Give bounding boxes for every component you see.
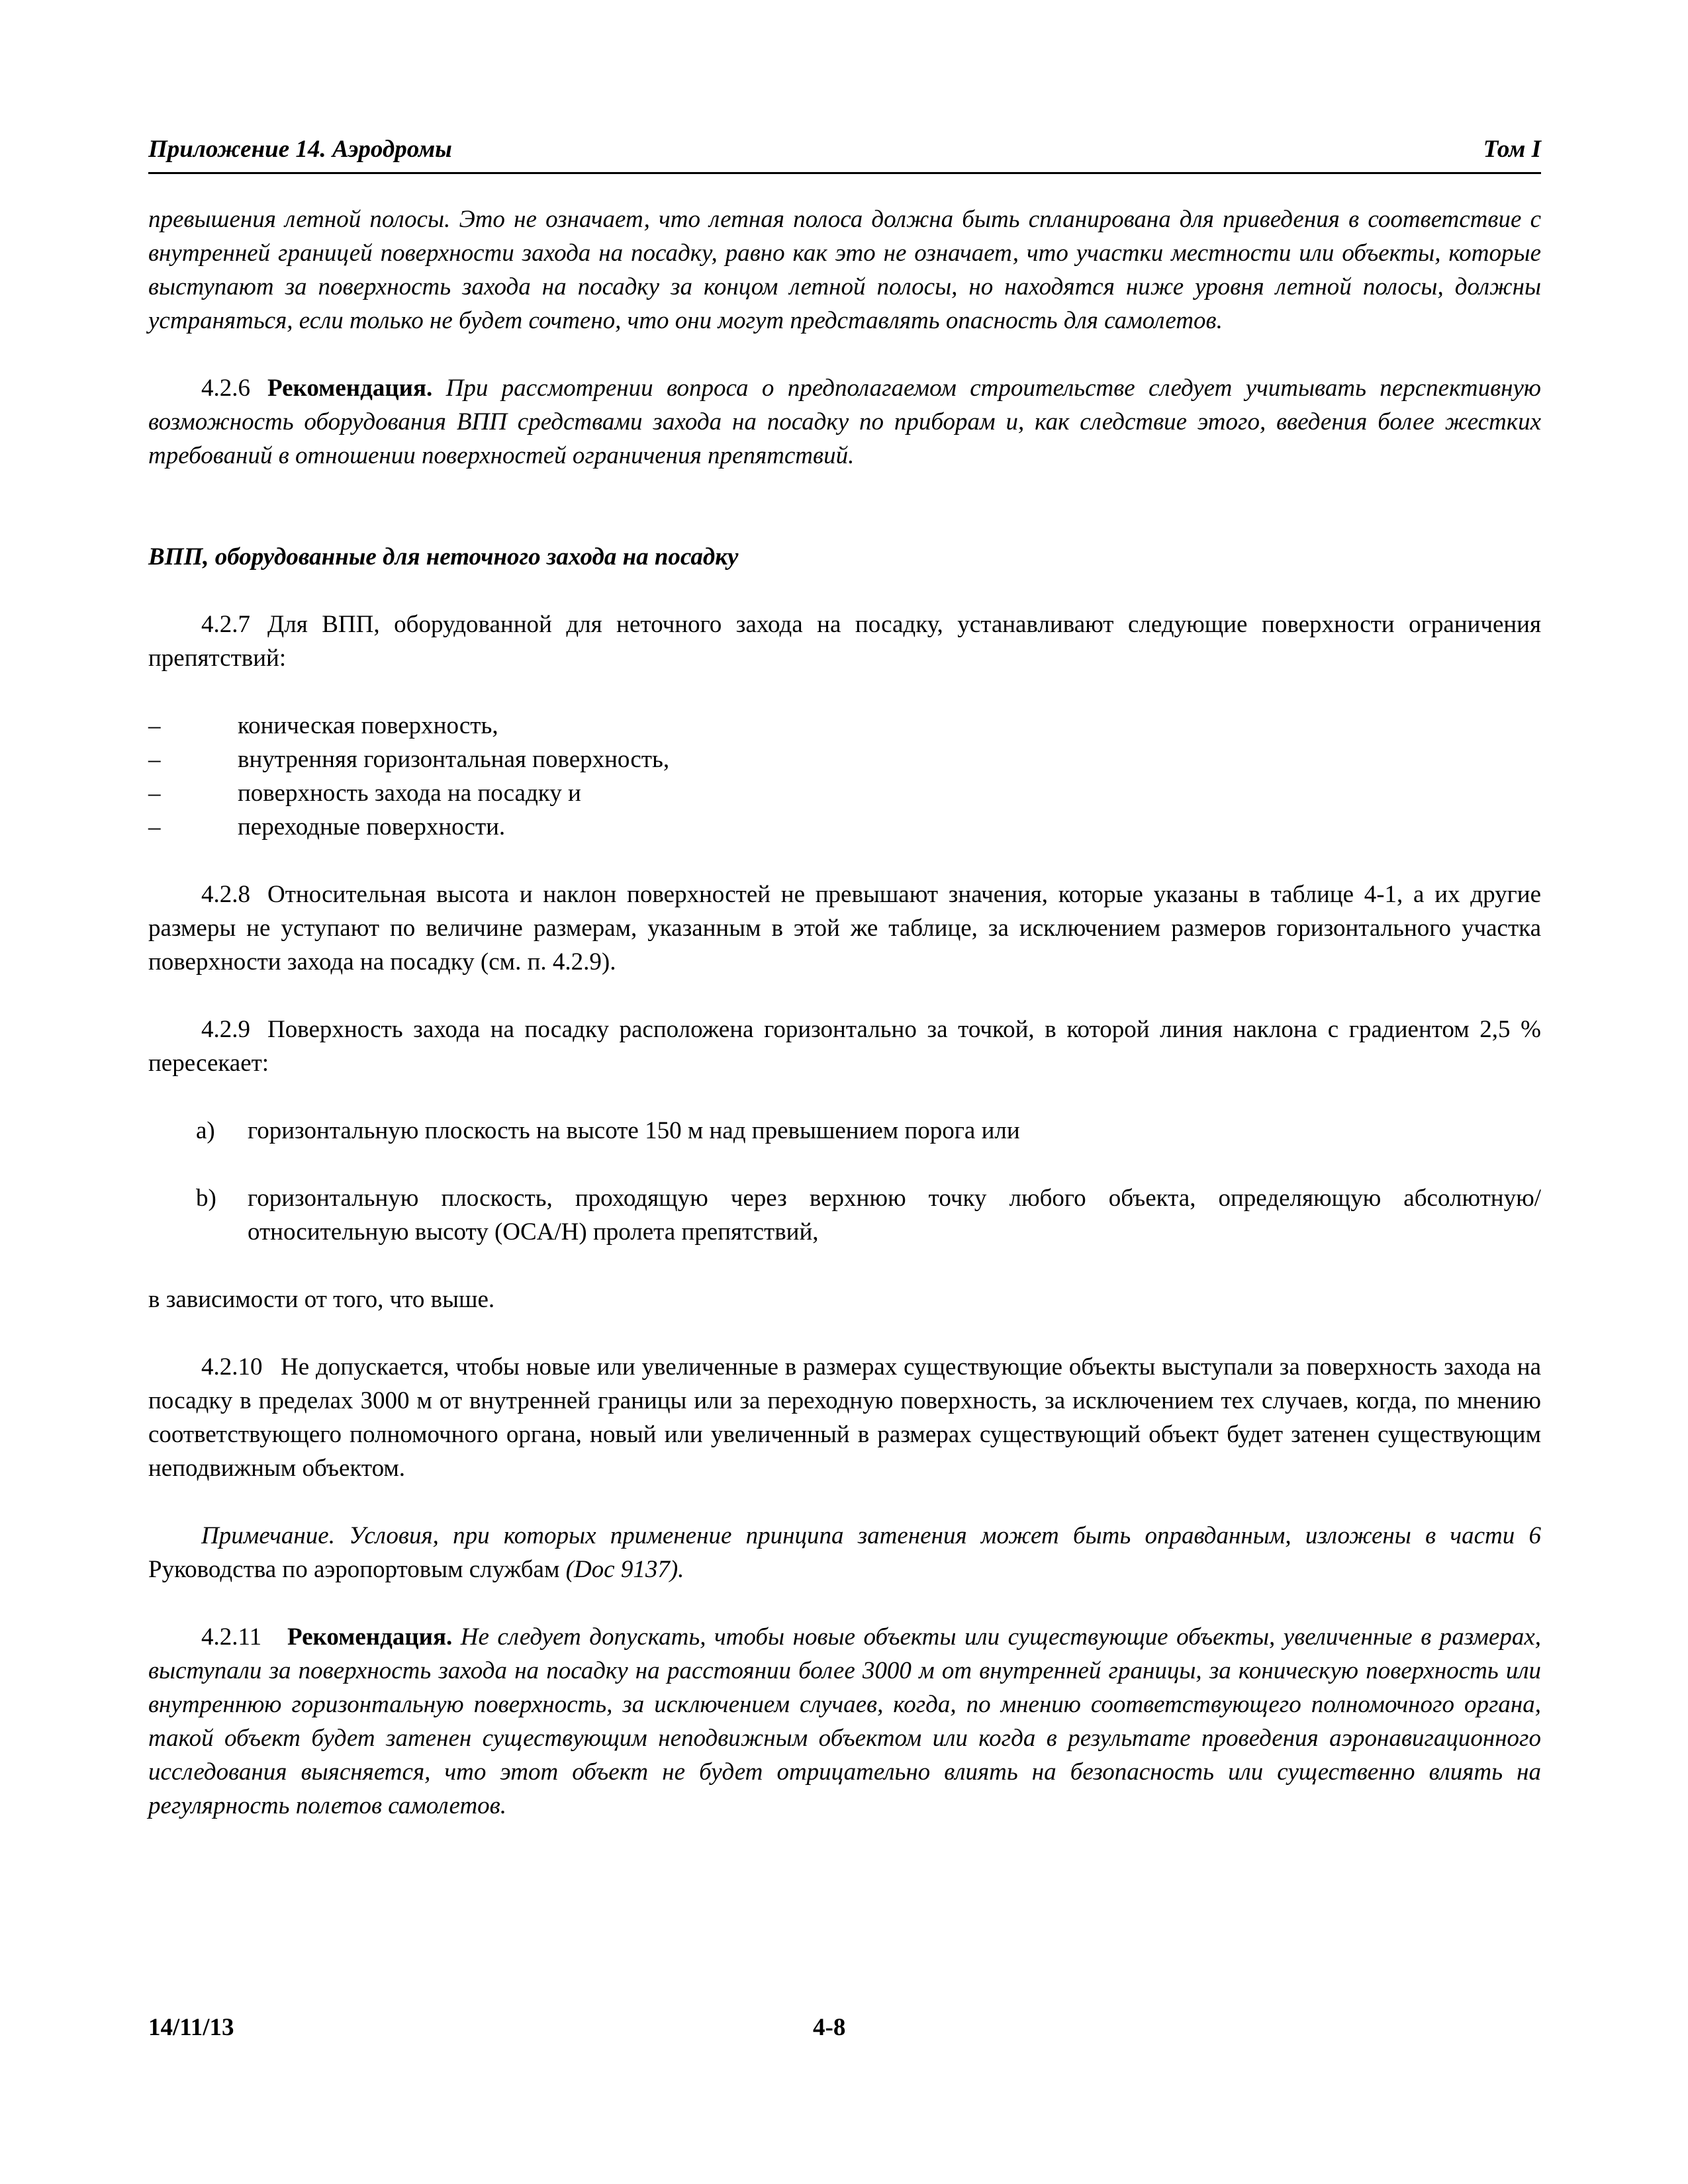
paragraph-text: Не следует допускать, чтобы новые объекты или существующие объекты, увеличенные в размерах, выступали за поверхность захода на посадку на расстоянии более 3000 м от внутренней границы, за коническую поверхность или внутреннюю горизонтальную поверхность, за исключением случаев, когда, по мнению соответствующего полномочного органа, такой объект будет затенен существующим неподвижным объектом или когда в результате проведения аэронавигационного исследования выясняется, что этот объект не будет отрицательно влиять на безопасность или существенно влиять на регулярность полетов самолетов.: [148, 1623, 1541, 1819]
paragraph-4-2-9: [148, 1013, 1541, 1080]
paragraph-number: 4.2.10: [201, 1353, 263, 1381]
section-heading: ВПП, оборудованные для неточного захода на посадку: [148, 543, 739, 570]
dash-bullet: –: [148, 712, 161, 739]
paragraph-4-2-6: [148, 371, 1541, 473]
surfaces-list: [148, 709, 1541, 844]
note-document-title: Руководства по аэропортовым службам: [148, 1556, 560, 1583]
list-item-b: b) горизонтальную плоскость, проходящую через верхнюю точку любого объекта, определяющую абсолютную/относительную высоту (OCA/H) пролета препятствий,: [148, 1181, 1541, 1249]
dash-bullet: –: [148, 780, 161, 807]
paragraph-number: 4.2.9: [201, 1016, 250, 1043]
paragraph-text: Не допускается, чтобы новые или увеличенные в размерах существующие объекты выступали за поверхность захода на посадку в пределах 3000 м от внутренней границы или за переходную поверхность, за исключением тех случаев, когда, по мнению соответствующего полномочного органа, новый или увеличенный в размерах существующий объект будет затенен существующим неподвижным объектом.: [148, 1353, 1541, 1482]
dash-bullet: –: [148, 746, 161, 773]
page-header: [148, 135, 1541, 174]
page-content: [148, 203, 1541, 1823]
recommendation-label: Рекомендация.: [267, 375, 433, 402]
dash-bullet: –: [148, 813, 161, 841]
list-item-a: a) горизонтальную плоскость на высоте 150 м над превышением порога или: [148, 1114, 1541, 1148]
note-doc-number: (Doc 9137).: [565, 1556, 684, 1583]
document-page: [148, 0, 1541, 2184]
item-letter: a): [196, 1117, 215, 1144]
continuation-paragraph: превышения летной полосы. Это не означает, что летная полоса должна быть спланирована для приведения в соответствие с внутренней границей поверхности захода на посадку, равно как это не означает, что участки местности или объекты, которые выступают за поверхность захода на посадку за концом летной полосы, но находятся ниже уровня летной полосы, должны устраняться, если только не будет сочтено, что они могут представлять опасность для самолетов.: [148, 206, 1541, 334]
list-item: – переходные поверхности.: [148, 810, 1541, 844]
paragraph-4-2-11: [148, 1620, 1541, 1823]
item-letter: b): [196, 1185, 216, 1212]
paragraph-4-2-10: [148, 1350, 1541, 1485]
paragraph-text: При рассмотрении вопроса о предполагаемом строительстве следует учитывать перспективную возможность оборудования ВПП средствами захода на посадку по приборам и, как следствие этого, введения более жестких требований в отношении поверхностей ограничения препятствий.: [148, 375, 1541, 469]
paragraph-4-2-8: [148, 878, 1541, 979]
paragraph-number: 4.2.6: [201, 375, 250, 402]
page-number: 4-8: [813, 2014, 846, 2041]
paragraph-number: 4.2.8: [201, 881, 250, 908]
paragraph-number: 4.2.11: [201, 1623, 262, 1651]
recommendation-label: Рекомендация.: [287, 1623, 453, 1651]
footer-date: 14/11/13: [148, 2014, 234, 2041]
list-item: – поверхность захода на посадку и: [148, 776, 1541, 810]
note-text: Примечание. Условия, при которых применение принципа затенения может быть оправданным, изложены в части 6: [201, 1522, 1541, 1549]
header-volume: Том I: [1483, 136, 1541, 163]
paragraph-text: Относительная высота и наклон поверхностей не превышают значения, которые указаны в таблице 4-1, а их другие размеры не уступают по величине размерам, указанным в этой же таблице, за исключением размеров горизонтального участка поверхности захода на посадку (см. п. 4.2.9).: [148, 881, 1541, 976]
list-item: – внутренняя горизонтальная поверхность,: [148, 743, 1541, 776]
note-paragraph: [148, 1519, 1541, 1586]
paragraph-4-2-7: [148, 608, 1541, 675]
list-item: – коническая поверхность,: [148, 709, 1541, 743]
header-title: Приложение 14. Аэродромы: [148, 136, 452, 163]
paragraph-4-2-9-tail: в зависимости от того, что выше.: [148, 1286, 495, 1313]
paragraph-text: Для ВПП, оборудованной для неточного захода на посадку, устанавливают следующие поверхности ограничения препятствий:: [148, 611, 1541, 672]
paragraph-text: Поверхность захода на посадку расположена горизонтально за точкой, в которой линия наклона с градиентом 2,5 % пересекает:: [148, 1016, 1541, 1077]
paragraph-number: 4.2.7: [201, 611, 250, 638]
